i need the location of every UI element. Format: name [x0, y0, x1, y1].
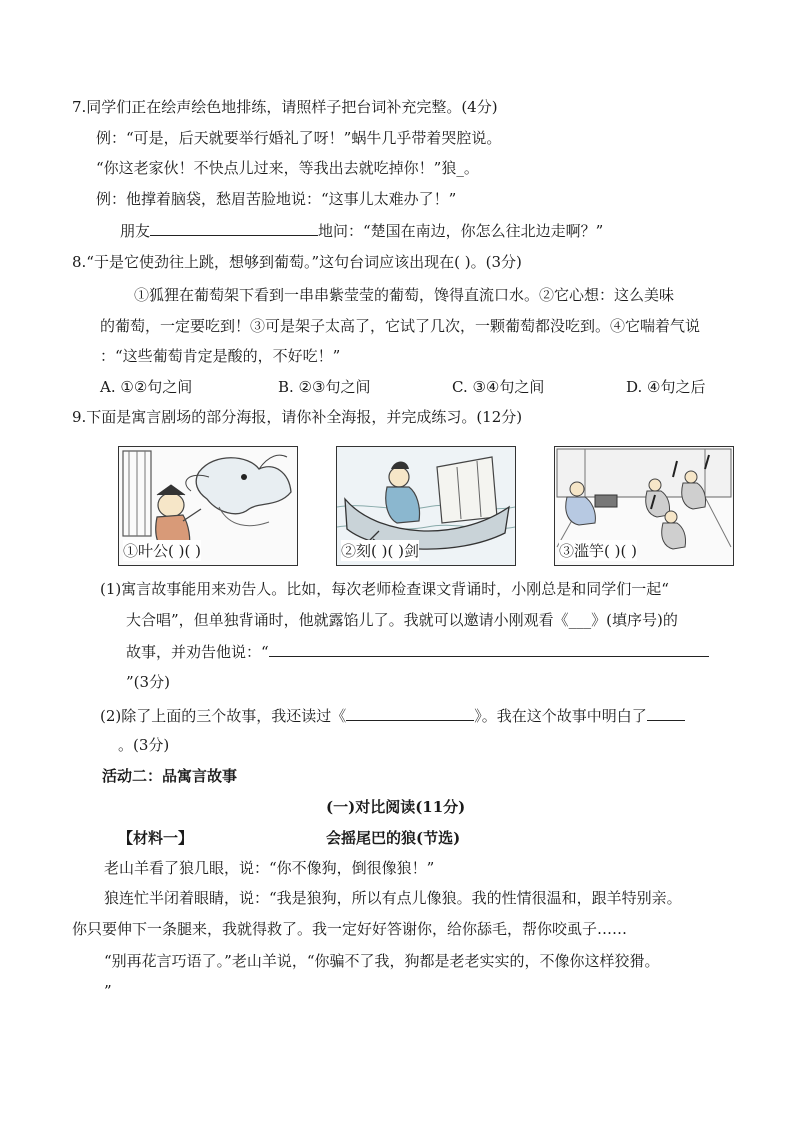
q7-example-2: 例：他撑着脑袋，愁眉苦脸地说：“这事儿太难办了！”: [96, 190, 457, 208]
story-paragraph-2-line-1: 狼连忙半闭着眼睛，说：“我是狼狗，所以有点儿像狼。我的性情很温和，跟羊特别亲。: [104, 889, 682, 907]
poster-yegong: [118, 446, 298, 566]
story-paragraph-3-line-2: ”: [104, 982, 112, 1000]
story-paragraph-1: 老山羊看了狼几眼，说：“你不像狗，倒很像狼！”: [104, 859, 435, 877]
q8-passage-line-3: ：“这些葡萄肯定是酸的，不好吃！”: [100, 347, 341, 365]
q9-sub1-line-3: [126, 640, 709, 663]
q9-sub1-line-4: ”(3分): [126, 673, 170, 691]
q9-sub2-text-b: 》。我在这个故事中明白了: [474, 707, 647, 725]
section-title: (一)对比阅读(11分): [326, 798, 466, 816]
q9-sub1-line-1: (1)寓言故事能用来劝告人。比如，每次老师检查课文背诵时，小刚总是和同学们一起“: [100, 580, 669, 598]
q8-passage-line-2: 的葡萄，一定要吃到！③可是架子太高了，它试了几次，一颗葡萄都没吃到。④它喘着气说: [100, 317, 701, 335]
q9-sub2-line-2: 。(3分): [118, 736, 170, 754]
q9-lesson-blank[interactable]: [647, 704, 685, 721]
q7-line-4-subject: 朋友: [120, 222, 151, 240]
q8-passage-line-1: ①狐狸在葡萄架下看到一串串紫莹莹的葡萄，馋得直流口水。②它心想：这么美味: [134, 286, 675, 304]
q9-sub1-line-3-text: 故事，并劝告他说：“: [126, 643, 269, 661]
q9-title: 9.下面是寓言剧场的部分海报，请你补全海报，并完成练习。(12分): [72, 408, 523, 426]
q9-sub2-text-a: (2)除了上面的三个故事，我还读过《: [100, 707, 347, 725]
q7-line-4: [120, 219, 603, 242]
story-paragraph-2-line-2: 你只要伸下一条腿来，我就得救了。我一定好好答谢你，给你舔毛，帮你咬虱子……: [72, 920, 628, 938]
q9-advice-blank[interactable]: [269, 640, 709, 657]
q7-line-2: “你这老家伙！不快点儿过来，等我出去就吃掉你！”狼_。: [96, 159, 479, 177]
q9-sub2-line-1: [100, 704, 685, 727]
material-label: 【材料一】: [118, 829, 194, 847]
q9-sub1-line-2: 大合唱”，但单独背诵时，他就露馅儿了。我就可以邀请小刚观看《___》(填序号)的: [126, 611, 678, 629]
story-paragraph-3-line-1: “别再花言巧语了。”老山羊说，“你骗不了我，狗都是老老实实的，不像你这样狡猾。: [104, 952, 660, 970]
q7-line-4-rest: 地问：“楚国在南边，你怎么往北边走啊？”: [318, 222, 604, 240]
poster-yegong-caption[interactable]: ①叶公( )( ): [123, 542, 201, 560]
poster-boat-sword: [336, 446, 516, 566]
q7-answer-blank[interactable]: [150, 219, 318, 236]
q8-option-b[interactable]: B. ②③句之间: [278, 378, 371, 396]
q9-book-title-blank[interactable]: [346, 704, 474, 721]
material-title: 会摇尾巴的狼(节选): [326, 829, 461, 847]
q7-title: 7.同学们正在绘声绘色地排练，请照样子把台词补充完整。(4分): [72, 98, 498, 116]
q8-title: 8.“于是它使劲往上跳，想够到葡萄。”这句台词应该出现在( )。(3分): [72, 253, 522, 271]
q7-example-1: 例：“可是，后天就要举行婚礼了呀！”蜗牛几乎带着哭腔说。: [96, 129, 502, 147]
poster-yu-players: [554, 446, 734, 566]
q8-option-c[interactable]: C. ③④句之间: [452, 378, 545, 396]
q8-option-d[interactable]: D. ④句之后: [626, 378, 706, 396]
poster-boat-sword-caption[interactable]: ②刻( )( )剑: [341, 542, 419, 560]
activity-title: 活动二：品寓言故事: [102, 767, 238, 785]
poster-yu-players-caption[interactable]: ③滥竽( )( ): [559, 542, 637, 560]
q8-option-a[interactable]: A. ①②句之间: [100, 378, 193, 396]
